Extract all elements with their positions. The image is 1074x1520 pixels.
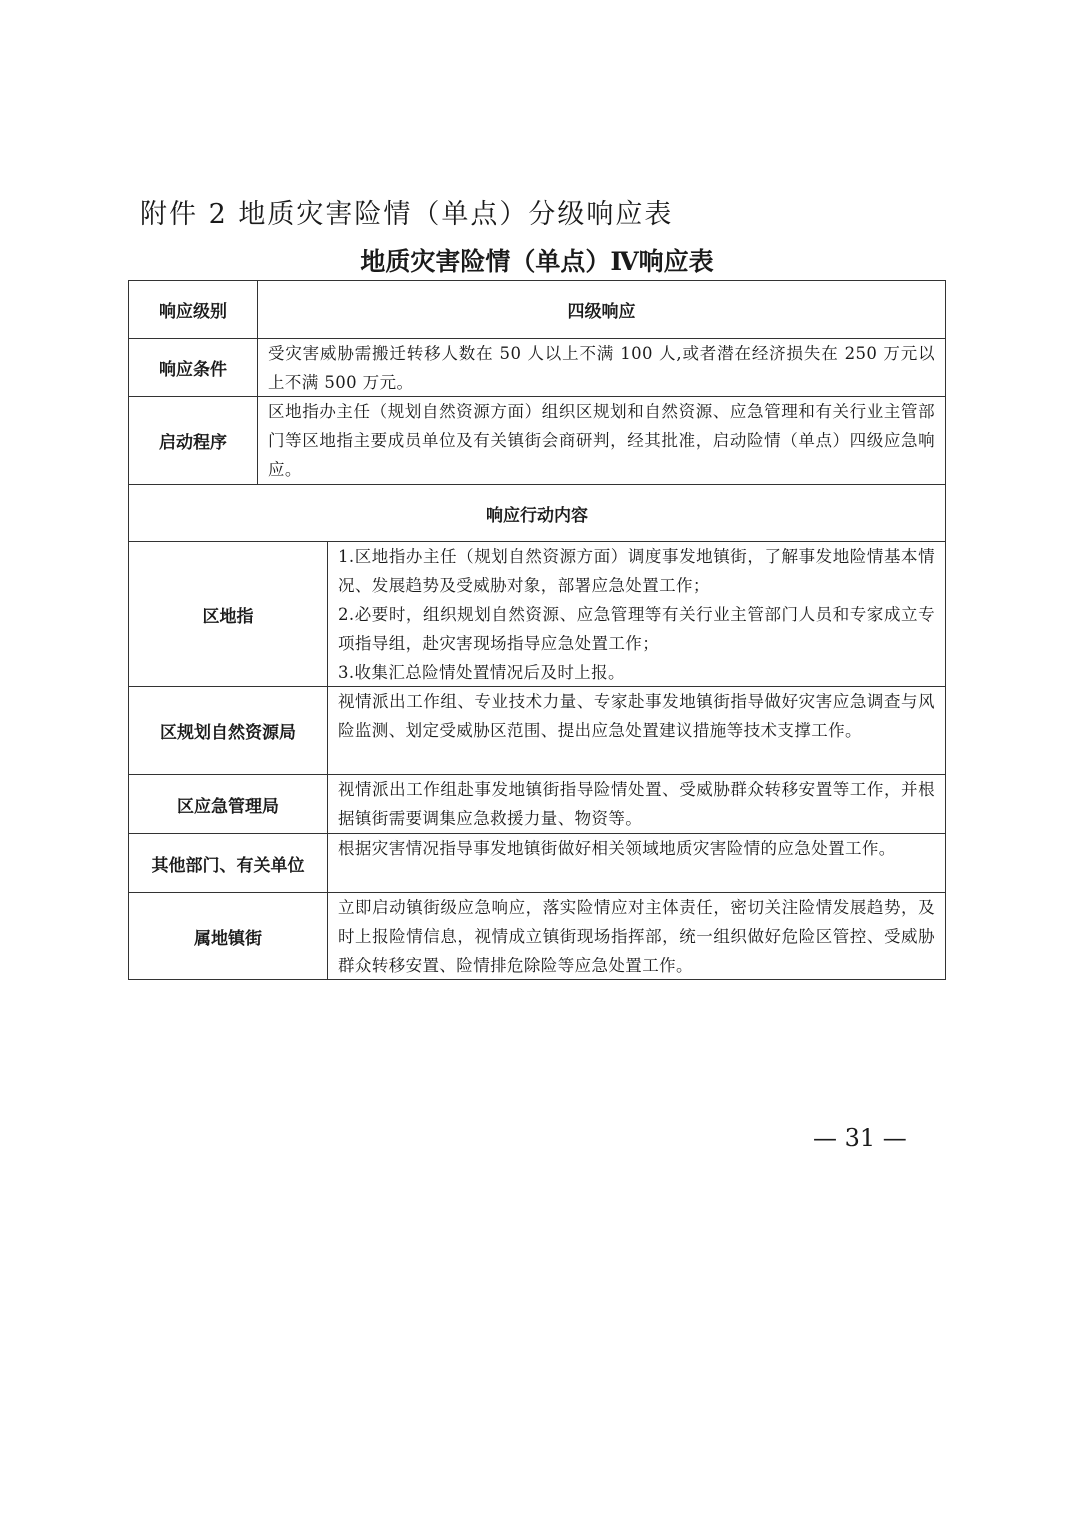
action-item: 2.必要时，组织规划自然资源、应急管理等有关行业主管部门人员和专家成立专项指导组，赴灾害现场指导应急处置工作；	[338, 605, 935, 653]
page-number: — 31 —	[813, 1124, 907, 1152]
level-label: 响应级别	[159, 302, 227, 322]
action-unit-other-departments: 其他部门、有关单位	[151, 855, 305, 876]
response-table	[128, 280, 946, 980]
attachment-title: 附件 2 地质灾害险情（单点）分级响应表	[140, 199, 674, 230]
action-text-other-departments: 根据灾害情况指导事发地镇街做好相关领域地质灾害险情的应急处置工作。	[338, 839, 896, 858]
condition-text: 受灾害威胁需搬迁转移人数在 50 人以上不满 100 人,或者潜在经济损失在 250 万元以上不满 500 万元。	[268, 344, 935, 392]
procedure-text: 区地指办主任（规划自然资源方面）组织区规划和自然资源、应急管理和有关行业主管部门等区地指主要成员单位及有关镇街会商研判，经其批准，启动险情（单点）四级应急响应。	[268, 402, 935, 479]
actions-header: 响应行动内容	[486, 505, 588, 526]
action-unit-local-town: 属地镇街	[194, 928, 262, 949]
action-text-local-town: 立即启动镇街级应急响应，落实险情应对主体责任，密切关注险情发展趋势，及时上报险情信息，视情成立镇街现场指挥部，统一组织做好危险区管控、受威胁群众转移安置、险情排危除险等应急处置工作。	[338, 898, 935, 975]
action-unit-emergency-bureau: 区应急管理局	[177, 796, 279, 817]
action-item: 3.收集汇总险情处置情况后及时上报。	[338, 663, 625, 682]
level-value: 四级响应	[567, 302, 636, 322]
action-unit-district-command: 区地指	[202, 606, 254, 627]
action-text-planning-bureau: 视情派出工作组、专业技术力量、专家赴事发地镇街指导做好灾害应急调查与风险监测、划定受威胁区范围、提出应急处置建议措施等技术支撑工作。	[338, 692, 935, 740]
action-unit-planning-bureau: 区规划自然资源局	[160, 723, 296, 743]
action-text-emergency-bureau: 视情派出工作组赴事发地镇街指导险情处置、受威胁群众转移安置等工作，并根据镇街需要调集应急救援力量、物资等。	[338, 780, 935, 828]
condition-label: 响应条件	[159, 360, 227, 380]
table-title: 地质灾害险情（单点）Ⅳ响应表	[360, 247, 714, 276]
action-text-district-command	[328, 542, 945, 686]
action-item: 1.区地指办主任（规划自然资源方面）调度事发地镇街，了解事发地险情基本情况、发展趋势及受威胁对象，部署应急处置工作；	[338, 547, 935, 595]
procedure-label: 启动程序	[159, 433, 227, 453]
